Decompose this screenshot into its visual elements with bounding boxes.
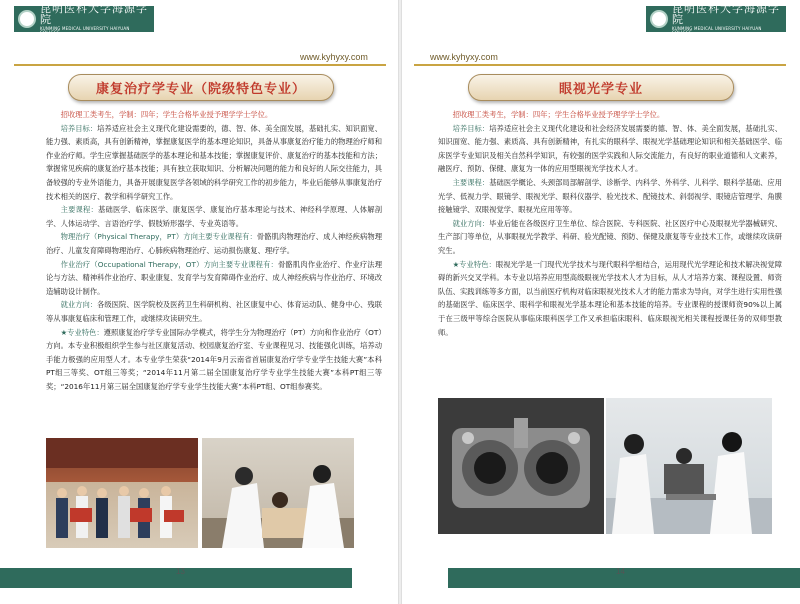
therapy-practice-photo [202,438,354,548]
website-url: www.kyhyxy.com [300,52,368,62]
career-paragraph [46,298,382,325]
section-title: 眼视光学专业 [558,82,643,97]
seal-icon [18,10,36,28]
goal-label: 培养目标： [60,123,98,133]
feature-paragraph [438,258,782,340]
career-text: 各级医院、医学院校及医药卫生科研机构、社区康复中心、体育运动队、健身中心、残联等从事康复临床和管理工作，或继续攻读研究生。 [46,300,383,323]
page-fold [398,0,402,604]
pt-text: 骨骼肌肉物理治疗、成人神经疾病物理治疗、儿童发育障碍物理治疗、心肺疾病物理治疗、运动损伤康复、理疗学。 [46,232,382,255]
logo-cn: 昆明医科大学海源学院 [672,2,780,26]
course-paragraph [46,203,382,230]
goal-text: 培养适应社会主义现代化建设和社会经济发展需要的德、智、体、美全面发展，基础扎实、知识面宽、能力强、素质高、具有创新精神，有扎实的眼科学、眼视光学基础理论知识和相关基础医学、临床医学专业知识及相关自然科学知识，有较强的医学实践和人际交流能力，有良好的职业道德和人文素养，融医疗、预防、保健、康复为一体的应用型眼视光学技术人才。 [438,123,783,174]
right-body-text [438,108,782,339]
section-title-banner [468,74,734,101]
right-page [400,0,800,604]
ot-paragraph [46,258,382,299]
course-label: 主要课程： [60,205,98,215]
goal-paragraph [46,122,382,204]
enroll-info: 招收理工类考生，学制：四年；学生合格毕业授予理学学士学位。 [452,110,665,119]
logo-en: KUNMING MEDICAL UNIVERSITY HAIYUAN COLLEGE [672,26,762,35]
section-title: 康复治疗学专业（院级特色专业） [95,82,306,97]
section-title-banner [68,74,334,101]
seal-icon [650,10,668,28]
feature-label: ★专业特色： [60,327,104,337]
award-ceremony-photo [46,438,198,548]
college-logo [646,2,786,35]
pt-paragraph [46,230,382,257]
pt-label: 物理治疗（Physical Therapy，PT）方向主要专业课程有： [60,232,257,242]
goal-text: 培养适应社会主义现代化建设需要的，德、智、体、美全面发展，基础扎实、知识面宽、能力强、素质高，具有创新精神，掌握康复医学的基本理论知识，具备从事康复治疗能力的物理治疗师和作业治疗师。学生应掌握基础医学的基本理论和基本技能；掌握康复评价、康复治疗的基本技能和方法；掌握常见疾病的康复治疗基本技能；具有独立获取知识、分析解决问题的能力和良好的人际交往能力，具备较强的专业外语能力，具备开展康复医学各领域的科学研究工作的初步能力，毕业后能够从事康复治疗技术相关的医疗、教学和科学研究工作。 [46,123,383,201]
feature-label: ★专业特色： [452,259,496,269]
goal-label: 培养目标： [452,123,490,133]
phoropter-photo [438,398,604,534]
career-label: 就业方向： [60,300,98,310]
header-rule [414,64,786,66]
course-text: 基础医学概论、头颈部局部解剖学、诊断学、内科学、外科学、儿科学、眼科学基础、应用光学、低视力学、眼镜学、眼视光学、眼科仪器学、验光技术、配镜技术、斜弱视学、眼镜店管理学、角膜接触镜学、双眼视觉学、眼视光应用等等。 [438,177,783,215]
enroll-info: 招收理工类考生，学制：四年；学生合格毕业授予理学学士学位。 [60,110,273,119]
logo-cn: 昆明医科大学海源学院 [40,2,148,26]
logo-en: KUNMING MEDICAL UNIVERSITY HAIYUAN COLLEGE [40,26,130,35]
eye-exam-photo [606,398,772,534]
course-label: 主要课程： [452,177,490,187]
feature-paragraph [46,326,382,394]
header-rule [14,64,386,66]
ot-label: 作业治疗（Occupational Therapy，OT）方向主要专业课程有： [60,259,278,269]
goal-paragraph [438,122,782,176]
feature-text: 眼视光学是一门现代光学技术与现代眼科学相结合，运用现代光学理论和技术解决视觉障碍的新兴交叉学科。本专业以培养应用型高级眼视光学技术人才为目标，从人才培养方案、课程设置、师资队伍、实践训练等多方面，以当前医疗机构对临床眼视光技术人才的能力需求为导向，对学生进行实用性强的基础医学、临床医学、眼科学和眼视光学基本理论和基本技能的培养。专业课程的授课师资90%以上属于在三级甲等综合医院从事临床眼科医学工作又承担临床眼科、临床眼视光相关课程授课任务的双师型教师。 [438,259,783,337]
ot-text: 骨骼肌肉作业治疗、作业疗法理论与方法、精神科作业治疗、职业康复、发育学与发育障碍作业治疗、成人神经疾病与作业治疗、环境改造辅助设计制作。 [46,259,382,296]
left-body-text [46,108,382,393]
page-number-left: 13 [176,567,185,576]
course-paragraph [438,176,782,217]
website-url: www.kyhyxy.com [430,52,498,62]
college-logo [14,2,154,35]
career-text: 毕业后能在各级医疗卫生单位、综合医院、专科医院、社区医疗中心及眼视光学器械研究、生产部门等单位，从事眼视光学教学、科研、验光配镜、预防、保健及康复等专业技术工作，或继续攻读研究生。 [438,218,783,255]
career-label: 就业方向： [452,218,490,228]
feature-text: 遵照康复治疗学专业国际办学模式，将学生分为物理治疗（PT）方向和作业治疗（OT）方向。本专业积极组织学生参与社区康复活动、校园康复治疗室、专业课程见习、技能强化训练，培养动手能力极强的应用型人才。本专业学生荣获“2014年9月云南省首届康复治疗学专业学生技能大赛”本科PT组三等奖、OT组三等奖；“2014年11月第二届全国康复治疗学专业学生技能大赛”本科PT组三等奖；“2016年11月第三届全国康复治疗学专业学生技能大赛”本科PT组、OT组参赛奖。 [46,327,383,391]
career-paragraph [438,217,782,258]
page-number-right: 14 [616,567,625,576]
course-text: 基础医学、临床医学、康复医学、康复治疗基本理论与技术、神经科学原理、人体解剖学、人体运动学、言语治疗学、假肢矫形器学、专业英语等。 [46,205,383,228]
